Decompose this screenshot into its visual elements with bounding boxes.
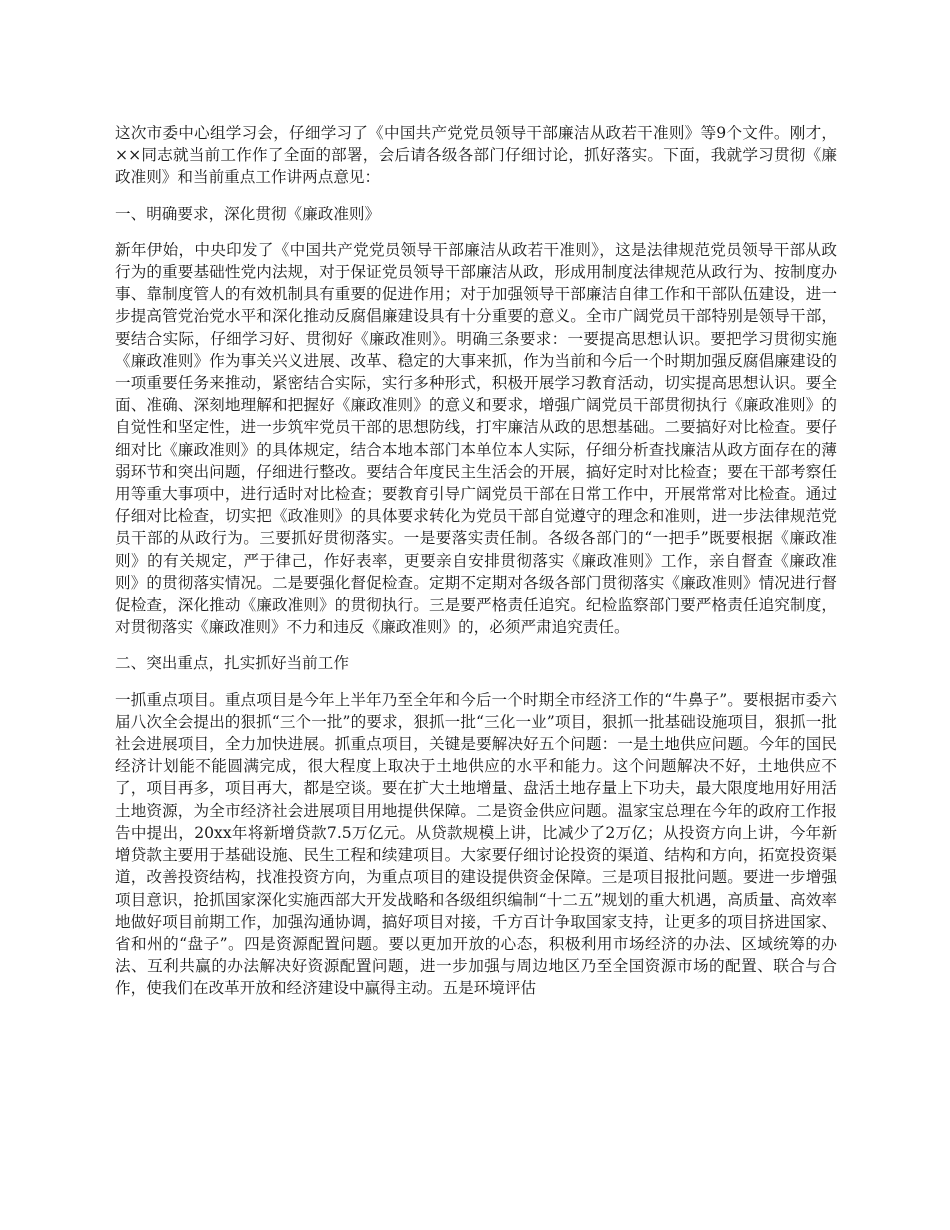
section1-paragraph: 新年伊始，中央印发了《中国共产党党员领导干部廉洁从政若干准则》，这是法律规范党员领导干部从政行为的重要基础性党内法规，对于保证党员领导干部廉洁从政，形成用制度法律规范从政行为、按制度办事、靠制度管人的有效机制具有重要的促进作用；对于加强领导干部廉洁自律工作和干部队伍建设，进一步提高管党治党水平和深化推动反腐倡廉建设具有十分重要的意义。全市广阔党员干部特别是领导干部，要结合实际，仔细学习好、贯彻好《廉政准则》。明确三条要求：一要提高思想认识。要把学习贯彻实施《廉政准则》作为事关兴义进展、改革、稳定的大事来抓，作为当前和今后一个时期加强反腐倡廉建设的一项重要任务来推动，紧密结合实际，实行多种形式，积极开展学习教育活动，切实提高思想认识。要全面、准确、深刻地理解和把握好《廉政准则》的意义和要求，增强广阔党员干部贯彻执行《廉政准则》的自觉性和坚定性，进一步筑牢党员干部的思想防线，打牢廉洁从政的思想基础。二要搞好对比检查。要仔细对比《廉政准则》的具体规定，结合本地本部门本单位本人实际，仔细分析查找廉洁从政方面存在的薄弱环节和突出问题，仔细进行整改。要结合年度民主生活会的开展，搞好定时对比检查；要在干部考察任用等重大事项中，进行适时对比检查；要教育引导广阔党员干部在日常工作中，开展常常对比检查。通过仔细对比检查，切实把《政准则》的具体要求转化为党员干部自觉遵守的理念和准则，进一步法律规范党员干部的从政行为。三要抓好贯彻落实。一是要落实责任制。各级各部门的“一把手”既要根据《廉政准则》的有关规定，严于律己，作好表率，更要亲自安排贯彻落实《廉政准则》工作，亲自督查《廉政准则》的贯彻落实情况。二是要强化督促检查。定期不定期对各级各部门贯彻落实《廉政准则》情况进行督促检查，深化推动《廉政准则》的贯彻执行。三是要严格责任追究。纪检监察部门要严格责任追究制度，对贯彻落实《廉政准则》不力和违反《廉政准则》的，必须严肃追究责任。: [115, 240, 837, 637]
intro-paragraph: 这次市委中心组学习会，仔细学习了《中国共产党党员领导干部廉洁从政若干准则》等9个文件。刚才，××同志就当前工作作了全面的部署，会后请各级各部门仔细讨论，抓好落实。下面，我就学习贯彻《廉政准则》和当前重点工作讲两点意见：: [115, 124, 837, 187]
section2-heading: 二、突出重点，扎实抓好当前工作: [115, 654, 349, 673]
section2-paragraph: 一抓重点项目。重点项目是今年上半年乃至全年和今后一个时期全市经济工作的“牛鼻子”。要根据市委六届八次全会提出的狠抓“三个一批”的要求，狠抓一批“三化一业”项目，狠抓一批基础设施项目，狠抓一批社会进展项目，全力加快进展。抓重点项目，关键是要解决好五个问题：一是土地供应问题。今年的国民经济计划能不能圆满完成，很大程度上取决于土地供应的水平和能力。这个问题解决不好，土地供应不了，项目再多，项目再大，都是空谈。要在扩大土地增量、盘活土地存量上下功夫，最大限度地用好用活土地资源，为全市经济社会进展项目用地提供保障。二是资金供应问题。温家宝总理在今年的政府工作报告中提出，20xx年将新增贷款7.5万亿元。从贷款规模上讲，比减少了2万亿；从投资方向上讲，今年新增贷款主要用于基础设施、民生工程和续建项目。大家要仔细讨论投资的渠道、结构和方向，拓宽投资渠道，改善投资结构，找准投资方向，为重点项目的建设提供资金保障。三是项目报批问题。要进一步增强项目意识，抢抓国家深化实施西部大开发战略和各级组织编制“十二五”规划的重大机遇，高质量、高效率地做好项目前期工作，加强沟通协调，搞好项目对接，千方百计争取国家支持，让更多的项目挤进国家、省和州的“盘子”。四是资源配置问题。要以更加开放的心态，积极利用市场经济的办法、区域统筹的办法、互利共赢的办法解决好资源配置问题，进一步加强与周边地区乃至全国资源市场的配置、联合与合作，使我们在改革开放和经济建设中赢得主动。五是环境评估: [115, 690, 837, 998]
section1-heading: 一、明确要求，深化贯彻《廉政准则》: [115, 204, 381, 223]
document-body: [115, 122, 837, 1014]
